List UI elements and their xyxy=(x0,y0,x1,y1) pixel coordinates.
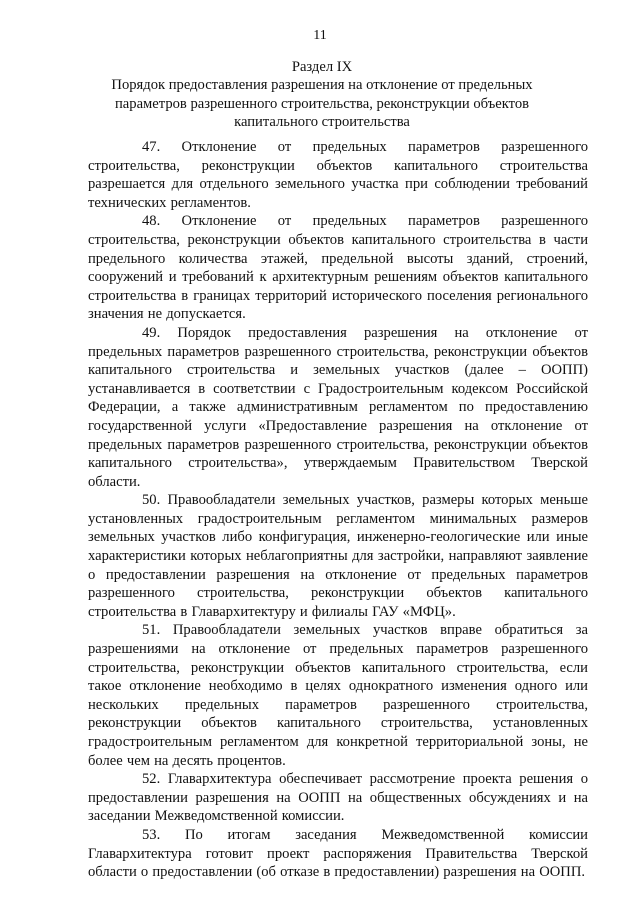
paragraph-51: 51. Правообладатели земельных участков вправе обратиться за разрешениями на отклонение от предельных параметров разрешенного строительства, реконструкции объектов капитального строительства, если такое отклонение необходимо в целях однократного изменения одного или нескольких предельных параметров разрешенного строительства, реконструкции объектов капитального строительства, установленных градостроительным регламентом для конкретной территориальной зоны, не более чем на десять процентов. xyxy=(88,622,588,769)
paragraph-47: 47. Отклонение от предельных параметров разрешенного строительства, реконструкции объектов капитального строительства разрешается для отдельного земельного участка при соблюдении требований технических регламентов. xyxy=(88,139,588,211)
document-body xyxy=(88,138,588,882)
section-title: Раздел IX xyxy=(291,59,353,75)
section-subtitle: Порядок предоставления разрешения на отклонение от предельных параметров разрешенного строительства, реконструкции объектов капитального строительства xyxy=(111,77,533,131)
paragraph-52: 52. Главархитектура обеспечивает рассмотрение проекта решения о предоставлении разрешения на ООПП на общественных обсуждениях и на заседании Межведомственной комиссии. xyxy=(88,771,588,825)
paragraph-48: 48. Отклонение от предельных параметров разрешенного строительства, реконструкции объектов капитального строительства в части предельного количества этажей, предельной высоты зданий, строений, сооружений и требований к архитектурным решениям объектов капитального строительства в границах территорий исторического поселения регионального значения не допускается. xyxy=(88,213,588,323)
section-heading xyxy=(88,58,556,132)
paragraph-53: 53. По итогам заседания Межведомственной комиссии Главархитектура готовит проект распоряжения Правительства Тверской области о предоставлении (об отказе в предоставлении) разрешения на ООПП. xyxy=(88,826,588,881)
paragraph-50: 50. Правообладатели земельных участков, размеры которых меньше установленных градостроительным регламентом минимальных размеров земельных участков либо конфигурация, инженерно-геологические или иные характеристики которых неблагоприятны для застройки, направляют заявление о предоставлении разрешения на отклонение от предельных параметров разрешенного строительства, реконструкции объектов капитального строительства в Главархитектуру и филиалы ГАУ «МФЦ». xyxy=(88,492,588,620)
page-number: 11 xyxy=(313,28,327,43)
paragraph-49: 49. Порядок предоставления разрешения на отклонение от предельных параметров разрешенного строительства, реконструкции объектов капитального строительства и земельных участков (далее – ООПП) устанавливается в соответствии с Градостроительным кодексом Российской Федерации, а также административным регламентом по предоставлению государственной услуги «Предоставление разрешения на отклонение от предельных параметров разрешенного строительства, реконструкции объектов капитального строительства», утверждаемым Правительством Тверской области. xyxy=(88,324,588,490)
